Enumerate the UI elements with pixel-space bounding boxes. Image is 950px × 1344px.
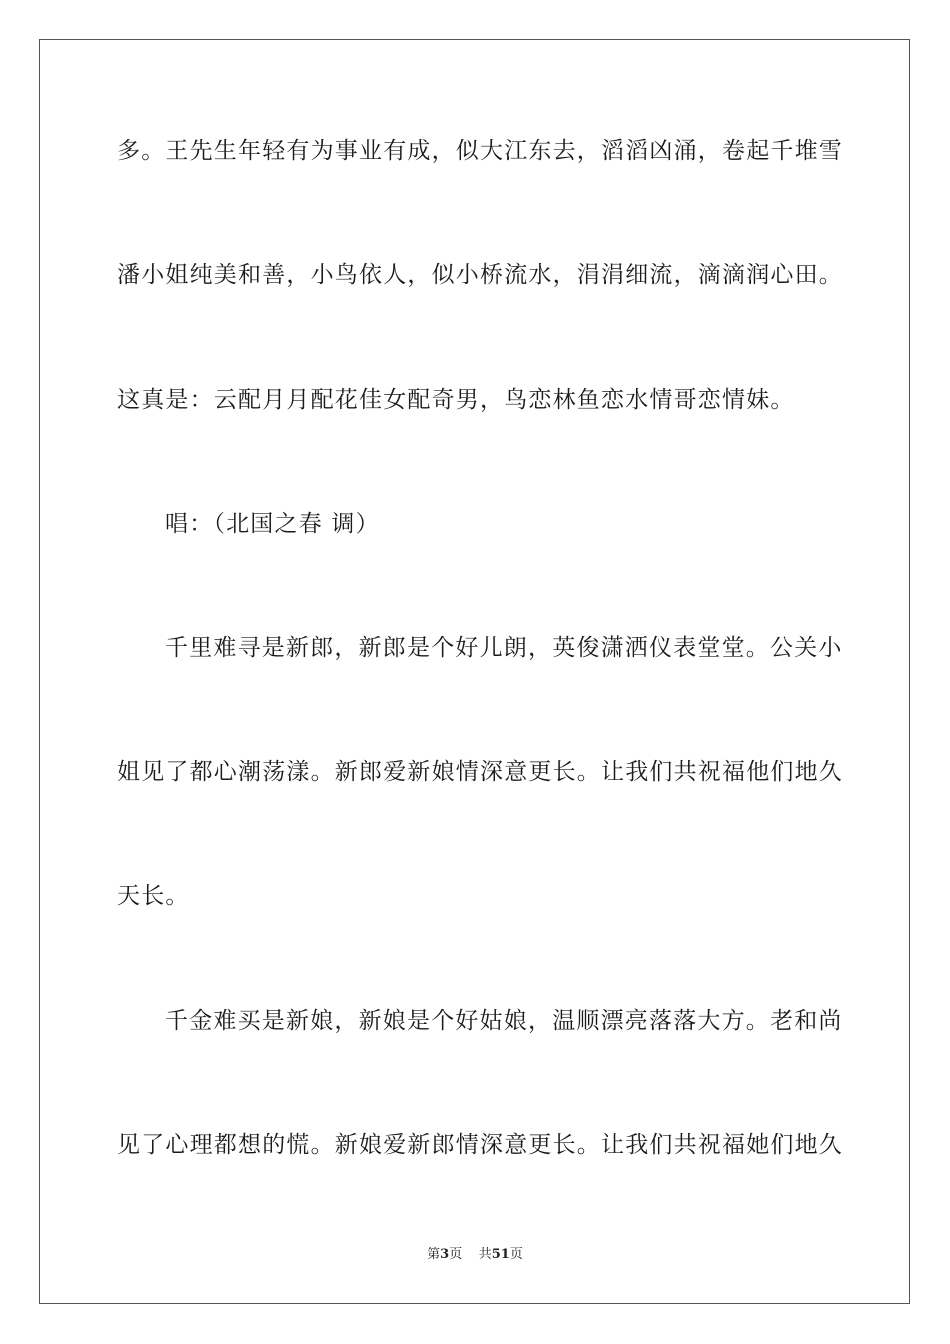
- text-line-7: 天长。: [117, 883, 190, 909]
- page-border: [39, 39, 910, 1304]
- page-suffix: 页: [449, 1247, 463, 1262]
- total-prefix: 共: [478, 1247, 492, 1262]
- total-pages: 51: [491, 1247, 510, 1262]
- page-number: 3: [440, 1247, 450, 1262]
- total-suffix: 页: [509, 1247, 523, 1262]
- page-prefix: 第: [427, 1247, 441, 1262]
- text-line-1: 多。王先生年轻有为事业有成，似大江东去，滔滔凶涌，卷起千堆雪: [117, 138, 843, 164]
- text-line-3: 这真是：云配月月配花佳女配奇男，鸟恋林鱼恋水情哥恋情妹。: [117, 387, 795, 413]
- text-line-8: 千金难买是新娘，新娘是个好姑娘，温顺漂亮落落大方。老和尚: [165, 1008, 843, 1034]
- text-line-6: 姐见了都心潮荡漾。新郎爱新娘情深意更长。让我们共祝福他们地久: [117, 759, 843, 785]
- text-line-9: 见了心理都想的慌。新娘爱新郎情深意更长。让我们共祝福她们地久: [117, 1132, 843, 1158]
- text-line-5: 千里难寻是新郎，新郎是个好儿朗，英俊潇洒仪表堂堂。公关小: [165, 635, 843, 661]
- page-footer: [0, 1246, 950, 1264]
- song-heading: 唱：（北国之春 调）: [165, 511, 380, 537]
- text-line-2: 潘小姐纯美和善，小鸟依人，似小桥流水，涓涓细流，滴滴润心田。: [117, 262, 843, 288]
